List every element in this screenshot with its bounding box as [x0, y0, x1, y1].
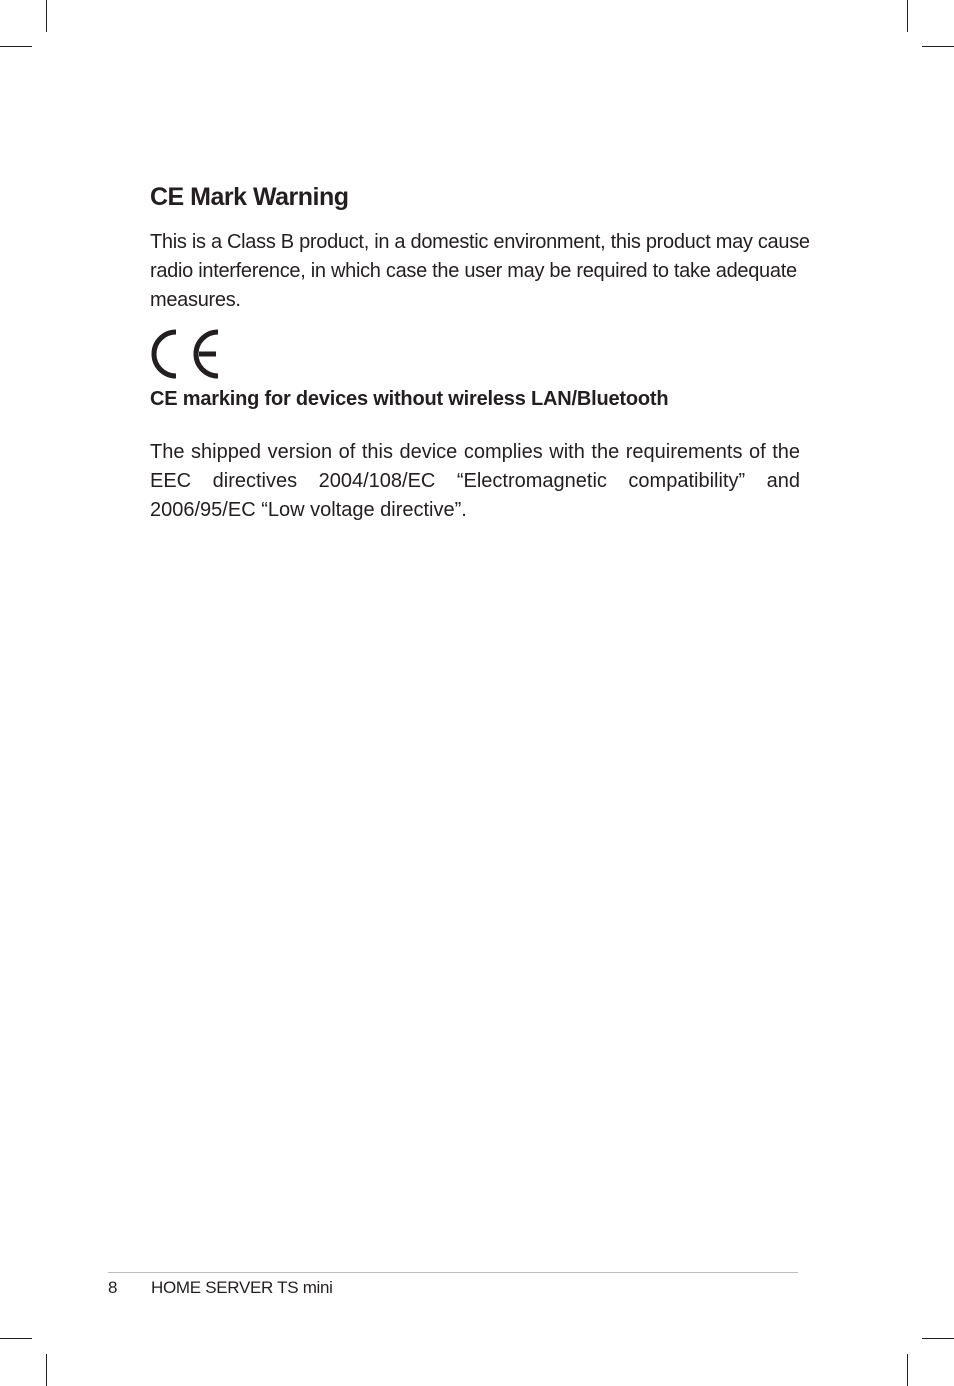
page-footer: [108, 1277, 333, 1299]
page-number: 8: [108, 1278, 118, 1297]
crop-mark-bottom-right-horizontal: [922, 1338, 954, 1339]
crop-mark-top-right-horizontal: [922, 46, 954, 47]
page-content: [150, 180, 810, 525]
crop-mark-bottom-left-vertical: [46, 1354, 47, 1386]
crop-mark-top-left-vertical: [46, 0, 47, 32]
crop-mark-bottom-left-horizontal: [0, 1338, 32, 1339]
section-title: CE Mark Warning: [150, 183, 349, 211]
ce-mark-icon: [150, 329, 220, 379]
subsection-heading: CE marking for devices without wireless LAN/Bluetooth: [150, 388, 669, 410]
crop-mark-top-right-vertical: [907, 0, 908, 32]
compliance-paragraph: The shipped version of this device complies with the requirements of the EEC directives 2004/108/EC “Electromagnetic compatibility” and 2006/95/EC “Low voltage directive”.: [150, 441, 800, 521]
crop-mark-top-left-horizontal: [0, 46, 32, 47]
intro-paragraph: This is a Class B product, in a domestic environment, this product may cause radio interference, in which case the user may be required to take adequate measures.: [150, 231, 810, 311]
footer-divider: [108, 1272, 798, 1273]
crop-mark-bottom-right-vertical: [907, 1354, 908, 1386]
footer-title: HOME SERVER TS mini: [151, 1278, 333, 1297]
